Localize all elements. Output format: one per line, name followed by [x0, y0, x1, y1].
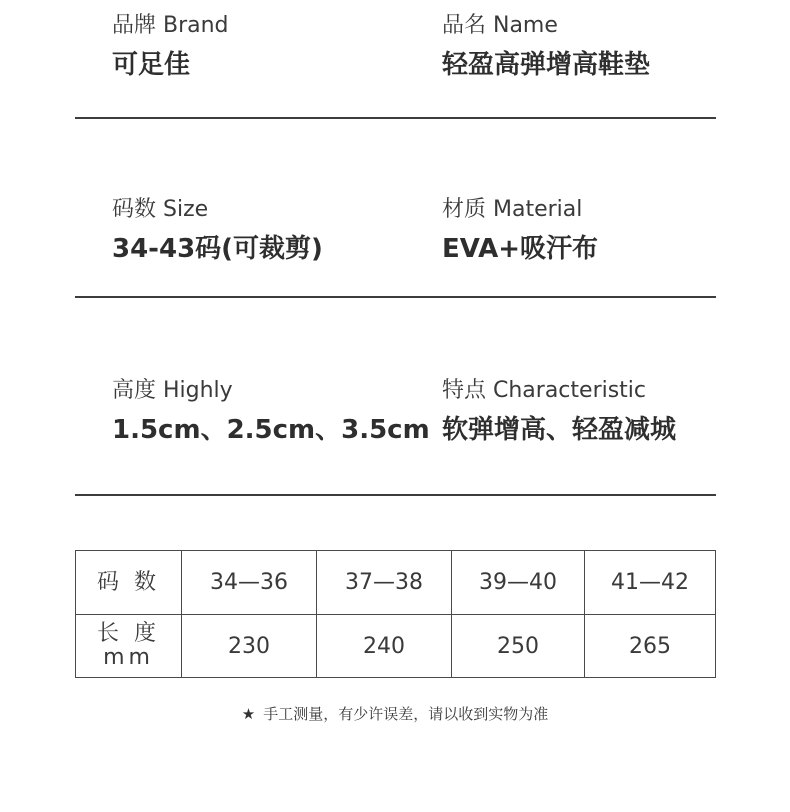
note-text: 手工测量，有少许误差，请以收到实物为准 — [263, 705, 549, 723]
size-cell: 41—42 — [585, 551, 716, 615]
length-cell: 250 — [452, 615, 585, 678]
spec-value: 34-43码(可裁剪) — [112, 234, 323, 264]
divider — [75, 117, 716, 119]
size-header: 码 数 — [76, 551, 182, 615]
spec-brand — [112, 12, 229, 82]
spec-material — [442, 196, 598, 266]
spec-label: 特点 Characteristic — [442, 378, 647, 403]
measurement-note — [0, 703, 790, 724]
length-cell: 265 — [585, 615, 716, 678]
length-header-line1: 长 度 — [97, 621, 160, 646]
length-cell: 230 — [182, 615, 317, 678]
table-row-length — [76, 615, 716, 678]
length-header-line2: mm — [103, 645, 154, 670]
size-cell: 37—38 — [317, 551, 452, 615]
spec-label: 品名 Name — [442, 13, 558, 38]
spec-value: 轻盈高弹增高鞋垫 — [442, 50, 651, 80]
table-row-size — [76, 551, 716, 615]
length-header — [76, 615, 182, 678]
spec-height — [112, 377, 430, 447]
spec-value: 软弹增高、轻盈减城 — [442, 415, 677, 445]
spec-label: 高度 Highly — [112, 378, 233, 403]
spec-value: 可足佳 — [112, 50, 191, 80]
spec-label: 码数 Size — [112, 197, 209, 222]
divider — [75, 494, 716, 496]
spec-size — [112, 196, 323, 266]
divider — [75, 296, 716, 298]
spec-characteristic — [442, 377, 676, 447]
star-icon: ★ — [241, 705, 256, 723]
spec-value: EVA+吸汗布 — [442, 234, 599, 264]
size-cell: 34—36 — [182, 551, 317, 615]
spec-value: 1.5cm、2.5cm、3.5cm — [112, 415, 430, 445]
length-cell: 240 — [317, 615, 452, 678]
spec-label: 品牌 Brand — [112, 13, 229, 38]
size-cell: 39—40 — [452, 551, 585, 615]
spec-label: 材质 Material — [442, 197, 583, 222]
size-table — [75, 550, 716, 678]
spec-name — [442, 12, 650, 82]
